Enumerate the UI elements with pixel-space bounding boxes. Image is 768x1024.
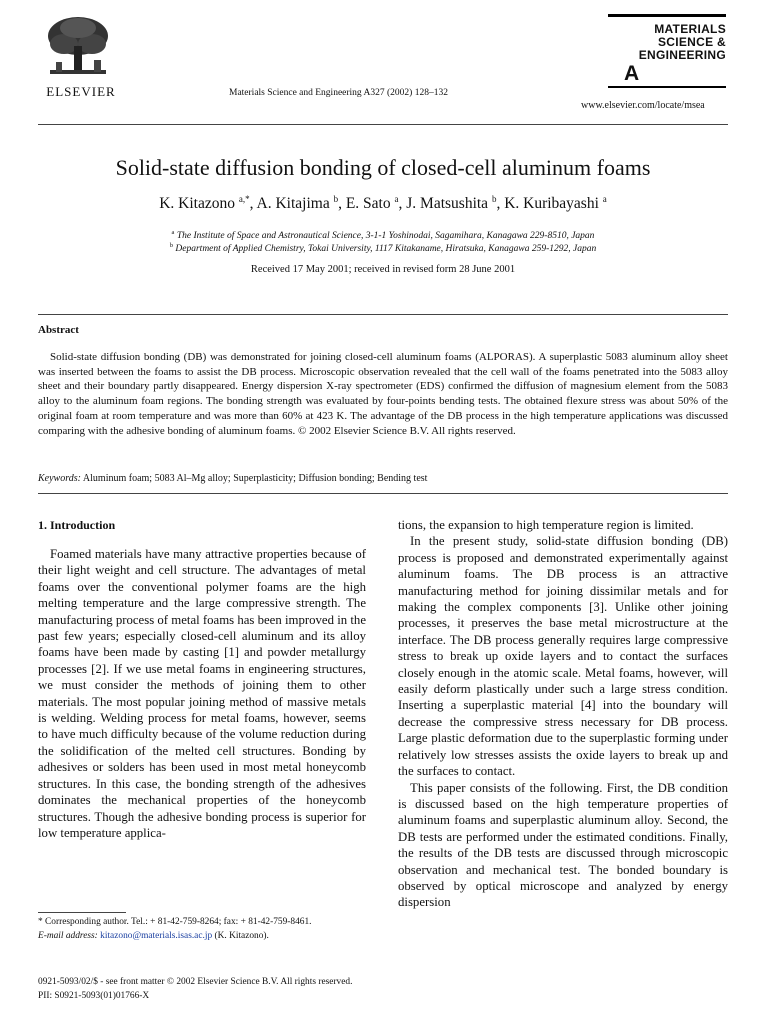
header-divider	[38, 124, 728, 125]
brand-bottom-rule	[608, 86, 726, 88]
email-link[interactable]: kitazono@materials.isas.ac.jp	[100, 930, 213, 941]
right-column	[398, 517, 728, 911]
issn-line: 0921-5093/02/$ - see front matter © 2002 Elsevier Science B.V. All rights reserved.	[38, 977, 353, 987]
publisher-name: ELSEVIER	[46, 84, 116, 99]
author-name: E. Sato	[345, 195, 391, 213]
body-paragraph: This paper consists of the following. First, the DB condition is discussed based on the high temperature properties of aluminum foams and superplastic aluminum alloy. Second, the DB tests are performed under the estimated conditions. Finally, the results of the DB tests are discussed through microscopic observation and mechanical test. The bonded boundary is observed by optical microscope and analyzed by energy dispersion	[398, 780, 728, 910]
affiliation-a	[38, 229, 728, 241]
keywords-divider	[38, 493, 728, 494]
affiliation-b	[38, 242, 728, 254]
author-separator: ,	[338, 195, 346, 213]
author-separator: ,	[249, 195, 257, 213]
author-name: K. Kitazono	[159, 195, 235, 213]
left-column	[38, 517, 366, 841]
affiliation-text: The Institute of Space and Astronautical Science, 3-1-1 Yoshinodai, Sagamihara, Kanagawa 229-8510, Japan	[176, 231, 595, 242]
brand-top-rule	[608, 14, 726, 17]
author-name: K. Kuribayashi	[504, 195, 599, 213]
author-affiliation-mark: a,*	[238, 194, 250, 204]
brand-line-1: MATERIALS	[654, 22, 726, 36]
affiliation-text: Department of Applied Chemistry, Tokai University, 1117 Kitakaname, Hiratsuka, Kanagawa 259-1292, Japan	[175, 244, 597, 255]
keywords-line	[38, 473, 728, 484]
abstract-heading: Abstract	[38, 324, 79, 336]
abstract-divider	[38, 314, 728, 315]
author-name: J. Matsushita	[406, 195, 489, 213]
author-separator: ,	[496, 195, 505, 213]
brand-line-3: ENGINEERING	[638, 48, 726, 62]
author-affiliation-mark: b	[491, 194, 497, 204]
journal-url-link[interactable]: www.elsevier.com/locate/msea	[581, 100, 705, 111]
body-paragraph: In the present study, solid-state diffusion bonding (DB) process is proposed and demonstrated experimentally against aluminum foams. The DB process is an attractive manufacturing method for joining dissimilar metals and for making the complex components [3]. Unlike other joining processes, it preserves the base metal microstructure at the interface. The DB process generally requires large compressive stress to break up oxide layers and to contact the surfaces closely enough in the atomic scale. Metal foams, however, will easily deform plastically under such a large stress condition. Inserting a superplastic material [4] into the boundary will decrease the compressive stress necessary for DB process. Large plastic deformation due to the superplastic forming under relatively low stresses assists the oxide layers to break up and the surfaces to contact.	[398, 534, 728, 779]
body-paragraph: Foamed materials have many attractive properties because of their light weight and cell structure. The advantages of metal foams over the conventional polymer foams are the high melting temperature and the large compressive strength. The manufacturing process of metal foams has been improved in the past few years; especially closed-cell aluminum and its alloy foams have been made by casting [1] and powder metallurgy processes [2]. If we use metal foams in engineering structures, we must consider the methods of joining them to other materials. The most popular joining method of massive metals is welding. Welding process for metal foams, however, seems to have much difficulty because of the volume reduction during the solidification of the melted cell structures. Bonding by adhesives or solders has been used in most metal honeycomb structures. In this case, the bonding strength of the adhesives dominates the mechanical properties of the honeycomb structures. Though the adhesive bonding process is superior for low temperature applica-	[38, 547, 366, 840]
journal-brand-logo	[606, 14, 726, 88]
email-line	[38, 930, 366, 944]
pii-line: PII: S0921-5093(01)01766-X	[38, 991, 150, 1001]
brand-section-letter: A	[624, 62, 640, 85]
author-affiliation-mark: a	[394, 194, 399, 204]
section-heading: 1. Introduction	[38, 518, 116, 532]
received-dates: Received 17 May 2001; received in revised form 28 June 2001	[250, 264, 516, 275]
corresponding-author-note: * Corresponding author. Tel.: + 81-42-759-8264; fax: + 81-42-759-8461.	[38, 917, 312, 927]
email-label: E-mail address:	[38, 930, 98, 941]
keywords-text: Aluminum foam; 5083 Al–Mg alloy; Superplasticity; Diffusion bonding; Bending test	[82, 473, 428, 484]
footnote	[38, 916, 366, 943]
author-list	[38, 194, 728, 213]
author-separator: ,	[398, 195, 407, 213]
body-paragraph-continuation: tions, the expansion to high temperature region is limited.	[398, 518, 694, 532]
tree-icon	[42, 14, 114, 82]
author-affiliation-mark: b	[333, 194, 339, 204]
affiliation-mark: a	[171, 229, 175, 236]
author-affiliation-mark: a	[602, 194, 607, 204]
abstract-text: Solid-state diffusion bonding (DB) was demonstrated for joining closed-cell aluminum foams (ALPORAS). A superplastic 5083 aluminum alloy sheet was inserted between the foams to assist the DB process. Microscopic observation revealed that the cell wall of the foams penetrated into the 5083 alloy sheet and their boundary partly disappeared. Energy dispersion X-ray spectrometer (EDS) confirmed the diffusion of magnesium element from the 5083 alloy to the aluminum foam regions. The bonding strength was evaluated by four-points bending tests. The obtained flexure stress was about 50% of the original foam at room temperature and was more than 60% at 423 K. The advantage of the DB process in the high temperature applications was discussed comparing with the adhesive bonding of aluminum foams. © 2002 Elsevier Science B.V. All rights reserved.	[38, 351, 728, 437]
keywords-label: Keywords:	[38, 473, 81, 484]
brand-line-2: SCIENCE &	[657, 35, 726, 49]
article-title: Solid-state diffusion bonding of closed-cell aluminum foams	[115, 155, 651, 180]
affiliation-mark: b	[169, 242, 174, 249]
journal-citation: Materials Science and Engineering A327 (2002) 128–132	[229, 88, 448, 98]
author-name: A. Kitajima	[256, 195, 330, 213]
footnote-rule	[38, 912, 126, 913]
email-suffix: (K. Kitazono).	[212, 930, 269, 941]
